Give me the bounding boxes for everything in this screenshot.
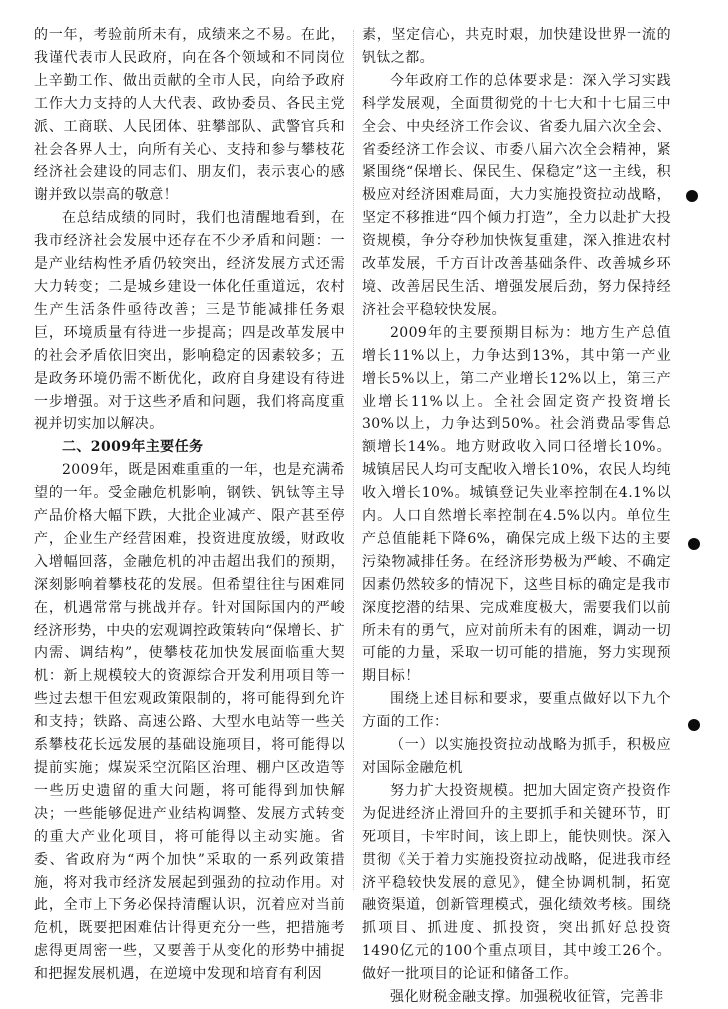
subsection-heading: （一）以实施投资拉动战略为抓手，积极应对国际金融危机 [362,737,671,776]
right-column [362,24,671,1009]
left-column [34,24,345,986]
paragraph-finance: 强化财税金融支撑。加强税收征管，完善非 [390,989,664,1006]
paragraph-overall-requirements: 今年政府工作的总体要求是：深入学习实践科学发展观，全面贯彻党的十七大和十七届三中全会、中央经济工作会议、省委九届六次全会、省委经济工作会议、市委八届六次全会精神，紧紧围绕“保增长、保民生、保稳定”这一主线，积极应对经济困难局面，大力实施投资拉动战略，坚定不移推进“四个倾力打造”，全力以赴扩大投资规模，争分夺秒加快恢复重建，深入推进农村改革发展，千方百计改善基础条件、改善城乡环境、改善居民生活、增强发展后劲，努力保持经济社会平稳较快发展。 [362,72,671,318]
paragraph-continuation: 素，坚定信心，共克时艰，加快建设世界一流的钒钛之都。 [362,27,671,66]
binding-hole-mark [688,538,700,550]
column-divider [353,30,354,890]
paragraph-investment: 努力扩大投资规模。把加大固定资产投资作为促进经济止滑回升的主要抓手和关键环节，盯死项目，卡牢时间，该上即上，能快则快。深入贯彻《关于着力实施投资拉动战略，促进我市经济平稳较快发展的意见》，健全协调机制，拓宽融资渠道，创新管理模式，强化绩效考核。围绕抓项目、抓进度、抓投资，突出抓好总投资1490亿元的100个重点项目，其中竣工26个。做好一批项目的论证和储备工作。 [362,782,671,983]
paragraph-nine-tasks: 围绕上述目标和要求，要重点做好以下九个方面的工作： [362,691,671,731]
paragraph-situation: 2009年，既是困难重重的一年，也是充满希望的一年。受金融危机影响，钢铁、钒钛等主导产品价格大幅下跌，大批企业减产、限产甚至停产，企业生产经营困难，投资进度放缓，财政收入增幅回落，金融危机的冲击超出我们的预期，深刻影响着攀枝花的发展。但希望往往与困难同在，机遇常常与挑战并存。针对国际国内的严峻经济形势，中央的宏观调控政策转向“保增长、扩内需、调结构”，使攀枝花加快发展面临重大契机：新上规模较大的资源综合开发利用项目等一些过去想干但宏观政策限制的，将可能得到允许和支持；铁路、高速公路、大型水电站等一些关系攀枝花长远发展的基础设施项目，将可能得以提前实施；煤炭采空沉陷区治理、棚户区改造等一些历史遗留的重大问题，将可能得到加快解决；一些能够促进产业结构调整、发展方式转变的重大产业化项目，将可能得以主动实施。省委、省政府为“两个加快”采取的一系列政策措施，将对我市经济发展起到强劲的拉动作用。对此，全市上下务必保持清醒认识，沉着应对当前危机，既要把困难估计得更充分一些，把措施考虑得更周密一些，又要善于从变化的形势中捕捉和把握发展机遇，在逆境中发现和培育有利因 [34,462,345,983]
paragraph-problems: 在总结成绩的同时，我们也清醒地看到，在我市经济社会发展中还存在不少矛盾和问题：一是产业结构性矛盾仍较突出，经济发展方式还需大力转变；二是城乡建设一体化任重道远，农村生产生活条件亟待改善；三是节能减排任务艰巨，环境质量有待进一步提高；四是改革发展中的社会矛盾依旧突出，影响稳定的因素较多；五是政务环境仍需不断优化，政府自身建设有待进一步增强。对于这些矛盾和问题，我们将高度重视并切实加以解决。 [34,210,345,433]
paragraph-closing-thanks: 的一年，考验前所未有，成绩来之不易。在此，我谨代表市人民政府，向在各个领域和不同岗位上辛勤工作、做出贡献的全市人民，向给予政府工作大力支持的人大代表、政协委员、各民主党派、工商联、人民团体、驻攀部队、武警官兵和社会各界人士，向所有关心、支持和参与攀枝花经济社会建设的同志们、朋友们，表示衷心的感谢并致以崇高的敬意！ [34,27,345,204]
section-heading: 二、2009年主要任务 [62,439,204,456]
paragraph-targets: 2009年的主要预期目标为：地方生产总值增长11%以上，力争达到13%，其中第一产业增长5%以上，第二产业增长12%以上，第三产业增长11%以上。全社会固定资产投资增长30%以上，力争达到50%。社会消费品零售总额增长14%。地方财政收入同口径增长10%。城镇居民人均可支配收入增长10%，农民人均纯收入增长10%。城镇登记失业率控制在4.1%以内。人口自然增长率控制在4.5%以内。单位生产总值能耗下降6%，确保完成上级下达的主要污染物减排任务。在经济形势极为严峻、不确定因素仍然较多的情况下，这些目标的确定是我市深度挖潜的结果、完成难度极大，需要我们以前所未有的勇气，应对前所未有的困难，调动一切可能的力量，采取一切可能的措施，努力实现预期目标！ [362,324,671,685]
binding-hole-mark [686,190,698,202]
binding-hole-mark [688,719,700,731]
